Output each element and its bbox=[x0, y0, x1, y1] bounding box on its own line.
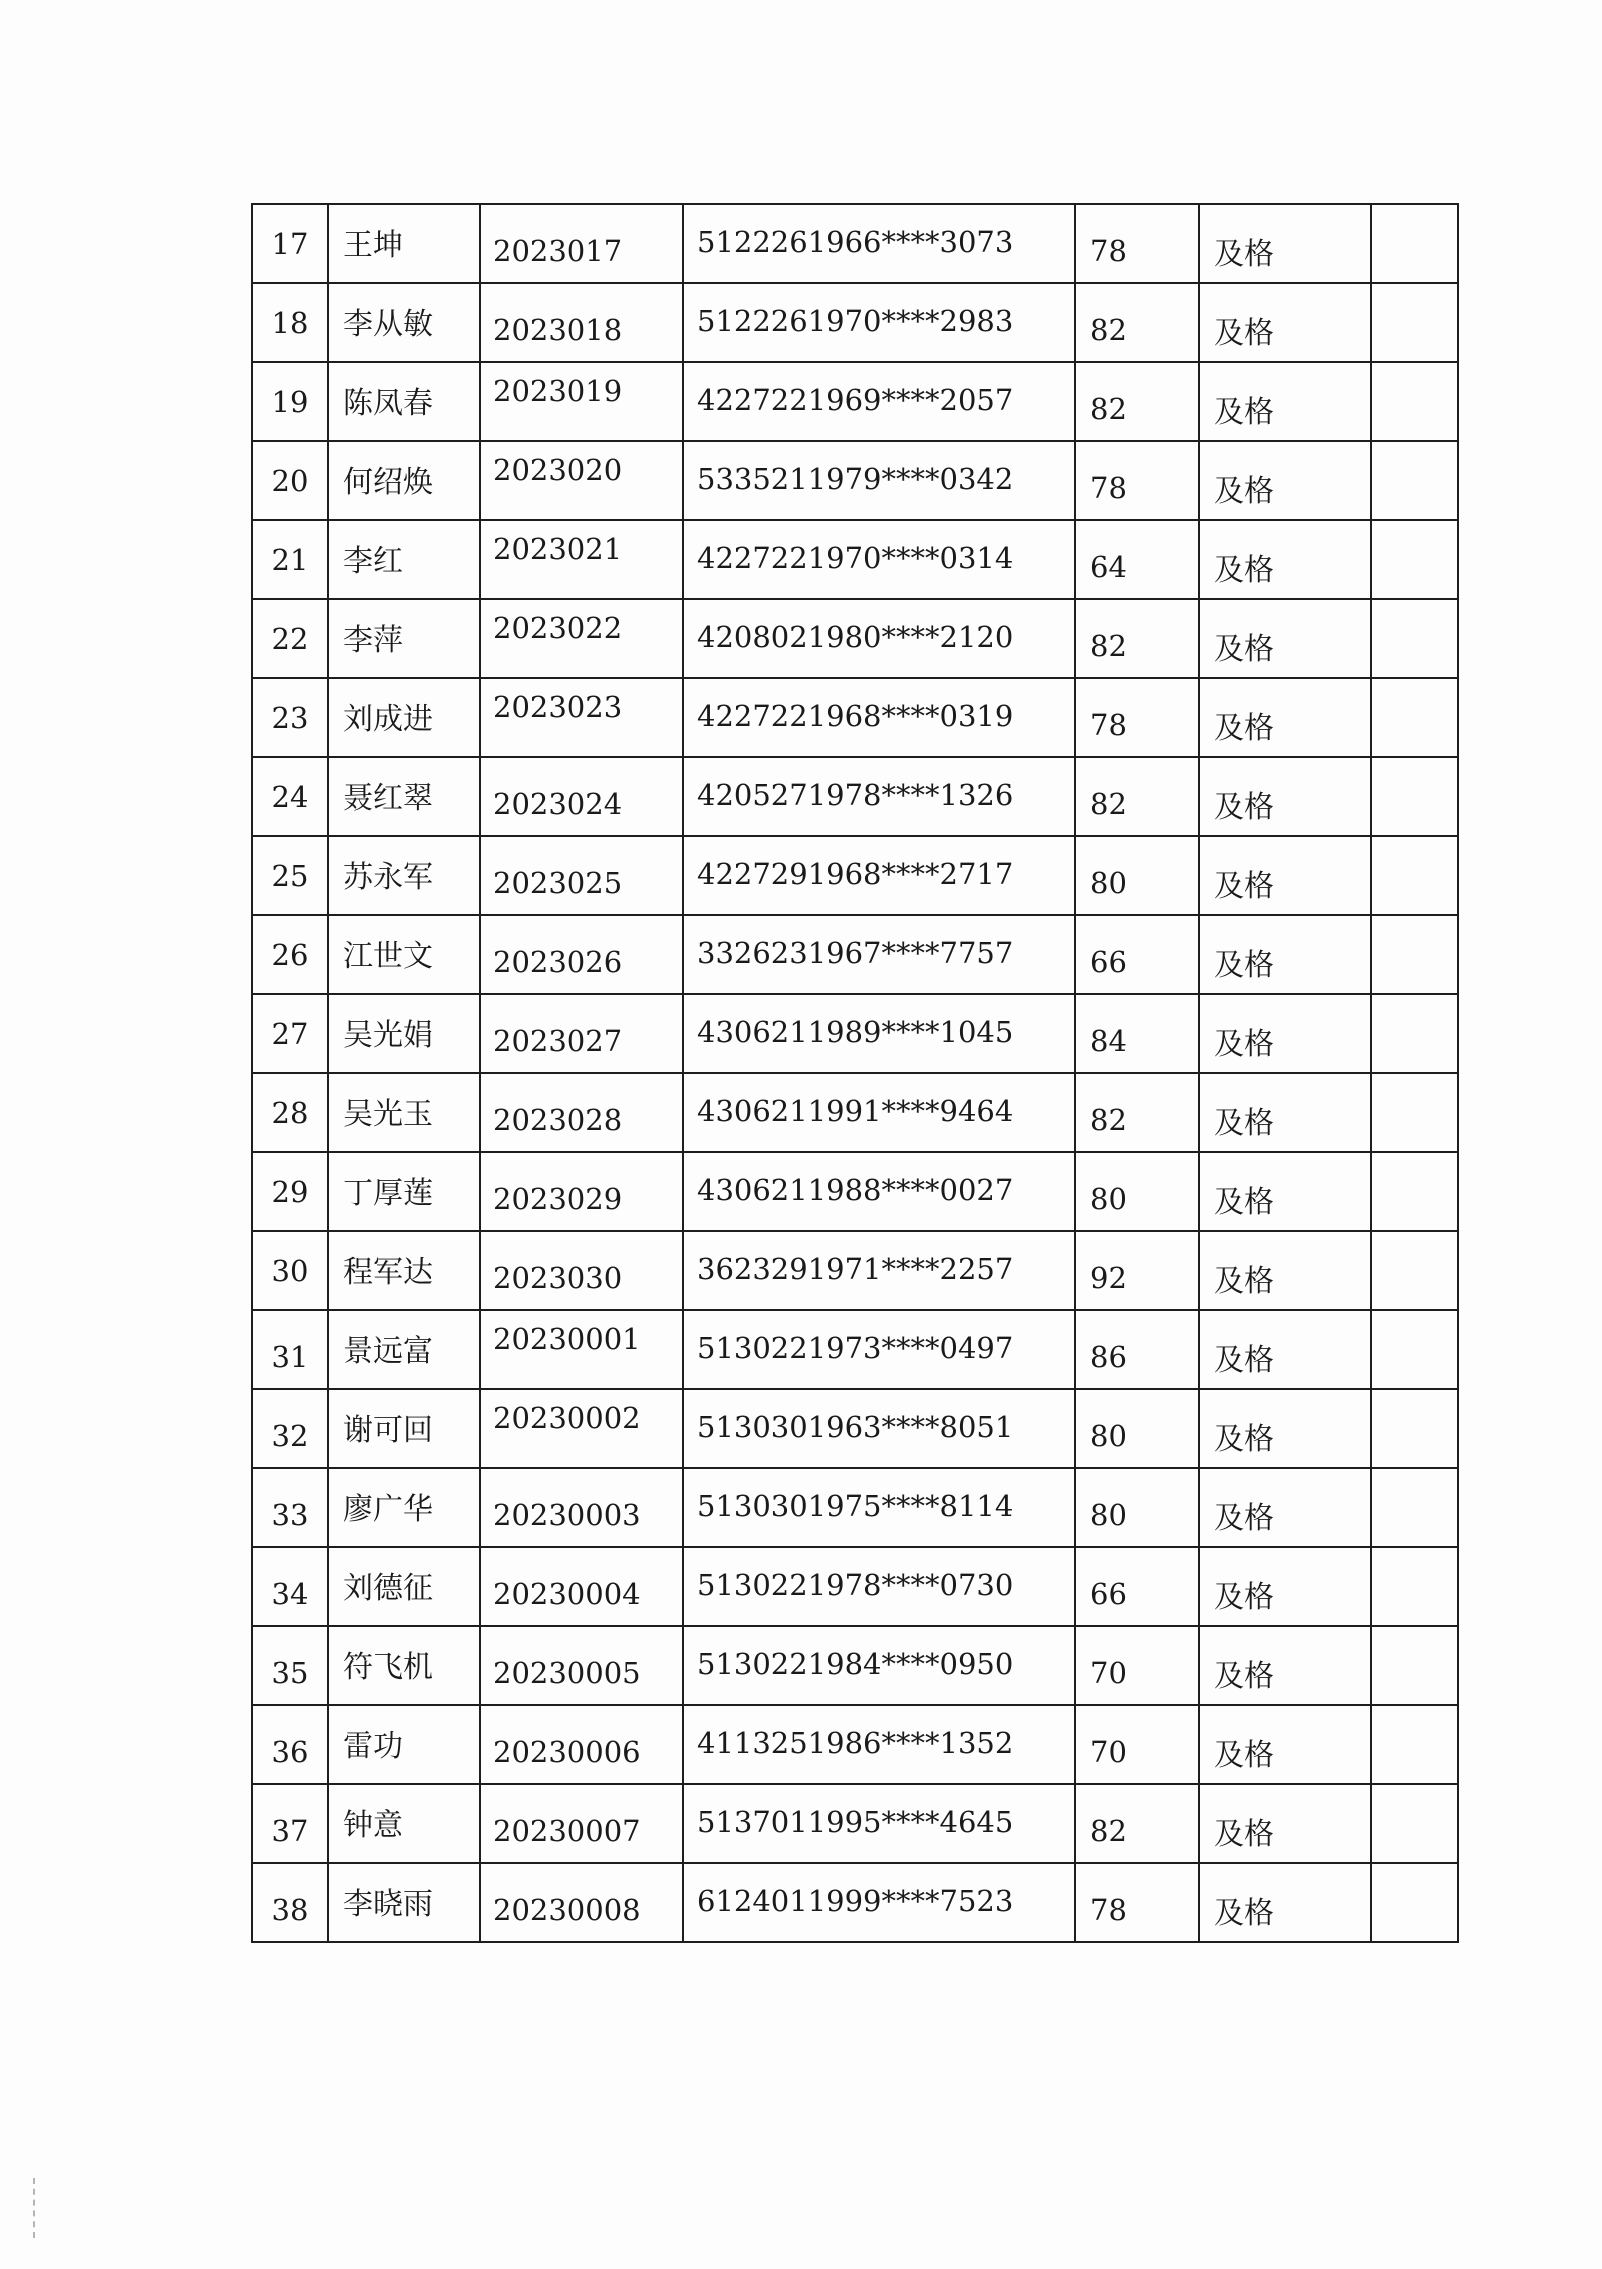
cell-exam-number: 2023018 bbox=[480, 283, 683, 362]
cell-remark bbox=[1371, 1310, 1458, 1389]
cell-name: 程军达 bbox=[328, 1231, 480, 1310]
cell-score: 82 bbox=[1075, 599, 1199, 678]
cell-id-number: 5130301975****8114 bbox=[683, 1468, 1075, 1547]
cell-exam-number: 20230004 bbox=[480, 1547, 683, 1626]
cell-id-number: 3326231967****7757 bbox=[683, 915, 1075, 994]
table-row bbox=[252, 1863, 1458, 1942]
cell-result: 及格 bbox=[1199, 994, 1371, 1073]
cell-result: 及格 bbox=[1199, 520, 1371, 599]
cell-result: 及格 bbox=[1199, 441, 1371, 520]
cell-result: 及格 bbox=[1199, 362, 1371, 441]
cell-score: 86 bbox=[1075, 1310, 1199, 1389]
cell-id-number: 5335211979****0342 bbox=[683, 441, 1075, 520]
cell-result: 及格 bbox=[1199, 1863, 1371, 1942]
cell-number: 21 bbox=[252, 520, 328, 599]
cell-remark bbox=[1371, 757, 1458, 836]
cell-exam-number: 2023022 bbox=[480, 599, 683, 678]
cell-number: 25 bbox=[252, 836, 328, 915]
cell-id-number: 4306211989****1045 bbox=[683, 994, 1075, 1073]
cell-name: 王坤 bbox=[328, 204, 480, 283]
cell-name: 雷功 bbox=[328, 1705, 480, 1784]
cell-remark bbox=[1371, 994, 1458, 1073]
cell-score: 78 bbox=[1075, 1863, 1199, 1942]
table-row bbox=[252, 678, 1458, 757]
cell-score: 78 bbox=[1075, 204, 1199, 283]
cell-score: 80 bbox=[1075, 1389, 1199, 1468]
cell-exam-number: 20230001 bbox=[480, 1310, 683, 1389]
cell-remark bbox=[1371, 915, 1458, 994]
cell-remark bbox=[1371, 283, 1458, 362]
cell-remark bbox=[1371, 1863, 1458, 1942]
cell-name: 李从敏 bbox=[328, 283, 480, 362]
cell-id-number: 3623291971****2257 bbox=[683, 1231, 1075, 1310]
cell-remark bbox=[1371, 520, 1458, 599]
cell-result: 及格 bbox=[1199, 678, 1371, 757]
cell-result: 及格 bbox=[1199, 283, 1371, 362]
cell-id-number: 4205271978****1326 bbox=[683, 757, 1075, 836]
cell-name: 廖广华 bbox=[328, 1468, 480, 1547]
cell-name: 符飞机 bbox=[328, 1626, 480, 1705]
cell-result: 及格 bbox=[1199, 757, 1371, 836]
table-row bbox=[252, 204, 1458, 283]
cell-id-number: 4113251986****1352 bbox=[683, 1705, 1075, 1784]
cell-result: 及格 bbox=[1199, 1152, 1371, 1231]
cell-exam-number: 20230008 bbox=[480, 1863, 683, 1942]
cell-result: 及格 bbox=[1199, 1231, 1371, 1310]
cell-score: 82 bbox=[1075, 1073, 1199, 1152]
cell-exam-number: 20230005 bbox=[480, 1626, 683, 1705]
cell-score: 80 bbox=[1075, 836, 1199, 915]
cell-name: 何绍焕 bbox=[328, 441, 480, 520]
cell-score: 64 bbox=[1075, 520, 1199, 599]
cell-remark bbox=[1371, 599, 1458, 678]
cell-result: 及格 bbox=[1199, 1547, 1371, 1626]
cell-name: 苏永军 bbox=[328, 836, 480, 915]
cell-result: 及格 bbox=[1199, 599, 1371, 678]
table-row bbox=[252, 1152, 1458, 1231]
cell-number: 36 bbox=[252, 1705, 328, 1784]
table-row bbox=[252, 836, 1458, 915]
cell-name: 刘德征 bbox=[328, 1547, 480, 1626]
cell-score: 70 bbox=[1075, 1626, 1199, 1705]
cell-exam-number: 2023017 bbox=[480, 204, 683, 283]
cell-name: 李晓雨 bbox=[328, 1863, 480, 1942]
cell-exam-number: 20230006 bbox=[480, 1705, 683, 1784]
cell-exam-number: 2023030 bbox=[480, 1231, 683, 1310]
cell-name: 陈凤春 bbox=[328, 362, 480, 441]
cell-id-number: 5130221973****0497 bbox=[683, 1310, 1075, 1389]
cell-number: 34 bbox=[252, 1547, 328, 1626]
cell-id-number: 5137011995****4645 bbox=[683, 1784, 1075, 1863]
table-row bbox=[252, 1231, 1458, 1310]
cell-name: 刘成进 bbox=[328, 678, 480, 757]
cell-result: 及格 bbox=[1199, 836, 1371, 915]
cell-remark bbox=[1371, 836, 1458, 915]
cell-remark bbox=[1371, 362, 1458, 441]
cell-id-number: 4227221968****0319 bbox=[683, 678, 1075, 757]
cell-number: 31 bbox=[252, 1310, 328, 1389]
cell-exam-number: 2023019 bbox=[480, 362, 683, 441]
cell-remark bbox=[1371, 204, 1458, 283]
cell-number: 24 bbox=[252, 757, 328, 836]
cell-number: 37 bbox=[252, 1784, 328, 1863]
table-row bbox=[252, 1389, 1458, 1468]
cell-name: 李红 bbox=[328, 520, 480, 599]
cell-id-number: 4306211988****0027 bbox=[683, 1152, 1075, 1231]
cell-result: 及格 bbox=[1199, 1389, 1371, 1468]
cell-remark bbox=[1371, 1231, 1458, 1310]
cell-name: 聂红翠 bbox=[328, 757, 480, 836]
cell-score: 78 bbox=[1075, 441, 1199, 520]
cell-exam-number: 2023021 bbox=[480, 520, 683, 599]
table-row bbox=[252, 283, 1458, 362]
table-row bbox=[252, 1626, 1458, 1705]
cell-id-number: 5130221984****0950 bbox=[683, 1626, 1075, 1705]
cell-remark bbox=[1371, 1784, 1458, 1863]
cell-remark bbox=[1371, 1073, 1458, 1152]
cell-exam-number: 20230002 bbox=[480, 1389, 683, 1468]
cell-id-number: 4208021980****2120 bbox=[683, 599, 1075, 678]
cell-name: 江世文 bbox=[328, 915, 480, 994]
cell-name: 吴光玉 bbox=[328, 1073, 480, 1152]
table-row bbox=[252, 1784, 1458, 1863]
cell-result: 及格 bbox=[1199, 1073, 1371, 1152]
cell-number: 32 bbox=[252, 1389, 328, 1468]
cell-remark bbox=[1371, 441, 1458, 520]
cell-id-number: 4227221969****2057 bbox=[683, 362, 1075, 441]
cell-name: 丁厚莲 bbox=[328, 1152, 480, 1231]
cell-id-number: 5130301963****8051 bbox=[683, 1389, 1075, 1468]
cell-number: 17 bbox=[252, 204, 328, 283]
cell-score: 82 bbox=[1075, 283, 1199, 362]
cell-name: 钟意 bbox=[328, 1784, 480, 1863]
table-body bbox=[252, 204, 1458, 1942]
cell-id-number: 4306211991****9464 bbox=[683, 1073, 1075, 1152]
cell-name: 李萍 bbox=[328, 599, 480, 678]
cell-score: 82 bbox=[1075, 362, 1199, 441]
cell-result: 及格 bbox=[1199, 1705, 1371, 1784]
cell-number: 26 bbox=[252, 915, 328, 994]
cell-exam-number: 2023027 bbox=[480, 994, 683, 1073]
cell-id-number: 4227221970****0314 bbox=[683, 520, 1075, 599]
table-row bbox=[252, 757, 1458, 836]
cell-score: 78 bbox=[1075, 678, 1199, 757]
cell-name: 景远富 bbox=[328, 1310, 480, 1389]
cell-number: 18 bbox=[252, 283, 328, 362]
cell-score: 80 bbox=[1075, 1152, 1199, 1231]
cell-name: 谢可回 bbox=[328, 1389, 480, 1468]
cell-score: 70 bbox=[1075, 1705, 1199, 1784]
cell-number: 28 bbox=[252, 1073, 328, 1152]
cell-number: 38 bbox=[252, 1863, 328, 1942]
cell-remark bbox=[1371, 1468, 1458, 1547]
cell-score: 84 bbox=[1075, 994, 1199, 1073]
cell-remark bbox=[1371, 1705, 1458, 1784]
table-row bbox=[252, 994, 1458, 1073]
table-row bbox=[252, 1547, 1458, 1626]
cell-exam-number: 2023026 bbox=[480, 915, 683, 994]
table-row bbox=[252, 1705, 1458, 1784]
table-row bbox=[252, 520, 1458, 599]
cell-result: 及格 bbox=[1199, 1784, 1371, 1863]
cell-remark bbox=[1371, 1152, 1458, 1231]
cell-remark bbox=[1371, 678, 1458, 757]
table-row bbox=[252, 1310, 1458, 1389]
cell-result: 及格 bbox=[1199, 1310, 1371, 1389]
cell-number: 20 bbox=[252, 441, 328, 520]
cell-number: 35 bbox=[252, 1626, 328, 1705]
cell-result: 及格 bbox=[1199, 1468, 1371, 1547]
cell-exam-number: 2023020 bbox=[480, 441, 683, 520]
cell-result: 及格 bbox=[1199, 1626, 1371, 1705]
cell-exam-number: 20230003 bbox=[480, 1468, 683, 1547]
cell-exam-number: 2023028 bbox=[480, 1073, 683, 1152]
table-row bbox=[252, 915, 1458, 994]
cell-score: 80 bbox=[1075, 1468, 1199, 1547]
table-row bbox=[252, 362, 1458, 441]
exam-results-table bbox=[251, 203, 1459, 1943]
cell-id-number: 5122261966****3073 bbox=[683, 204, 1075, 283]
cell-remark bbox=[1371, 1626, 1458, 1705]
table-row bbox=[252, 599, 1458, 678]
cell-exam-number: 2023023 bbox=[480, 678, 683, 757]
cell-remark bbox=[1371, 1547, 1458, 1626]
cell-remark bbox=[1371, 1389, 1458, 1468]
cell-score: 82 bbox=[1075, 1784, 1199, 1863]
cell-exam-number: 2023025 bbox=[480, 836, 683, 915]
cell-score: 66 bbox=[1075, 1547, 1199, 1626]
cell-score: 82 bbox=[1075, 757, 1199, 836]
cell-exam-number: 2023029 bbox=[480, 1152, 683, 1231]
cell-number: 33 bbox=[252, 1468, 328, 1547]
cell-number: 22 bbox=[252, 599, 328, 678]
cell-id-number: 6124011999****7523 bbox=[683, 1863, 1075, 1942]
table-row bbox=[252, 1073, 1458, 1152]
cell-id-number: 4227291968****2717 bbox=[683, 836, 1075, 915]
cell-number: 19 bbox=[252, 362, 328, 441]
cell-id-number: 5130221978****0730 bbox=[683, 1547, 1075, 1626]
cell-exam-number: 2023024 bbox=[480, 757, 683, 836]
cell-number: 30 bbox=[252, 1231, 328, 1310]
cell-id-number: 5122261970****2983 bbox=[683, 283, 1075, 362]
cell-number: 29 bbox=[252, 1152, 328, 1231]
table-row bbox=[252, 1468, 1458, 1547]
cell-number: 27 bbox=[252, 994, 328, 1073]
cell-result: 及格 bbox=[1199, 204, 1371, 283]
cell-number: 23 bbox=[252, 678, 328, 757]
cell-name: 吴光娟 bbox=[328, 994, 480, 1073]
scan-edge-mark bbox=[33, 2178, 37, 2238]
table-row bbox=[252, 441, 1458, 520]
cell-result: 及格 bbox=[1199, 915, 1371, 994]
cell-score: 66 bbox=[1075, 915, 1199, 994]
cell-score: 92 bbox=[1075, 1231, 1199, 1310]
cell-exam-number: 20230007 bbox=[480, 1784, 683, 1863]
